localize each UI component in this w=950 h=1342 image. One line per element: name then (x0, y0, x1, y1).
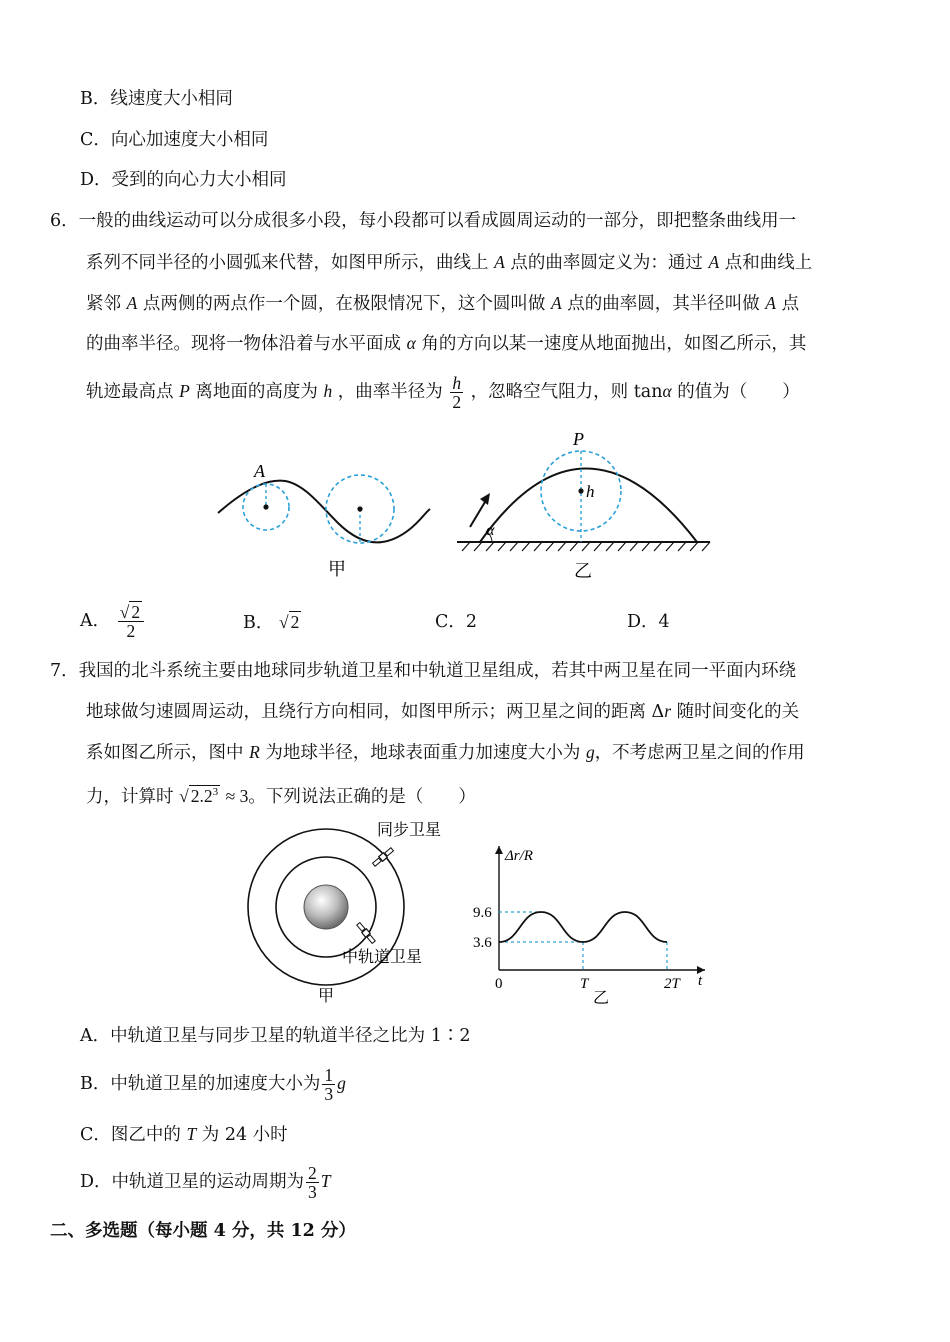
q6-line-2 (86, 250, 812, 275)
q6-text: ，曲率半径为 (337, 382, 443, 402)
x-tick-t: T (580, 976, 589, 992)
q7-text: ，不考虑两卫星之间的作用 (594, 743, 805, 763)
var-t: T (186, 1124, 197, 1144)
x-tick-0: 0 (495, 976, 503, 992)
q6-number: 6． (50, 211, 79, 231)
option-text: 为 24 小时 (201, 1125, 288, 1145)
q7-figure-jia (240, 815, 460, 1010)
fraction-2-3: $\frac{2}{3}$ (308, 1163, 317, 1202)
center-dot (357, 506, 362, 511)
option-letter: A． (80, 611, 111, 631)
q6-option-d: D．4 (627, 612, 670, 632)
figure-jia-label: 甲 (328, 559, 346, 579)
q6-text: 点 (781, 294, 800, 314)
q7-text: 。下列说法正确的是（ ） (248, 786, 476, 807)
q6-var-a: A (550, 293, 562, 313)
q7-text: 地球做匀速圆周运动，且绕行方向相同，如图甲所示；两卫星之间的距离 Δ (86, 702, 665, 722)
q7-text: 我国的北斗系统主要由地球同步轨道卫星和中轨道卫星组成，若其中两卫星在同一平面内环绕 (78, 661, 797, 681)
sync-satellite-label: 同步卫星 (377, 822, 442, 839)
q7-option-a: A．中轨道卫星与同步卫星的轨道半径之比为 1∶2 (80, 1026, 471, 1046)
q6-text-1: 一般的曲线运动可以分成很多小段，每小段都可以看成圆周运动的一部分，即把整条曲线用一 (78, 211, 797, 231)
fraction-1-3: $\frac{1}{3}$ (324, 1065, 334, 1104)
q6-var-p: P (179, 381, 190, 401)
var-t: T (320, 1171, 331, 1191)
q6-text: 系列不同半径的小圆弧来代替，如图甲所示，曲线上 (86, 253, 489, 273)
q6-text: 点和曲线上 (724, 253, 813, 273)
q7-text: 随时间变化的关 (676, 702, 800, 722)
q5-option-c: C．向心加速度大小相同 (80, 130, 269, 150)
q6-text: 点两侧的两点作一个圆，在极限情况下，这个圆叫做 (142, 294, 546, 314)
q5-option-d: D．受到的向心力大小相同 (80, 170, 287, 190)
figure-yi-label: 乙 (574, 561, 592, 581)
curve-path (218, 481, 430, 543)
q7-text: 系如图乙所示，图中 (86, 743, 244, 763)
earth-icon (304, 885, 348, 929)
option-text: B．中轨道卫星的加速度大小为 (80, 1074, 321, 1094)
sqrt-icon: √ 2 (278, 612, 300, 632)
q6-text: 角的方向以某一速度从地面抛出，如图乙所示，其 (421, 334, 807, 354)
q6-var-alpha: α (662, 381, 672, 401)
trajectory-path (480, 469, 697, 543)
section-2-heading: 二、多选题（每小题 4 分，共 12 分） (50, 1221, 356, 1241)
q6-line-5 (86, 368, 800, 415)
y-axis-label: Δr/R (505, 848, 533, 864)
point-a-label: A (254, 461, 265, 481)
q6-var-a: A (126, 293, 138, 313)
h-label: h (586, 482, 595, 501)
sqrt2-over-2: $\frac{√ 2}{2}$ (118, 603, 144, 640)
q6-var-a: A (765, 293, 776, 313)
option-text: D．中轨道卫星的运动周期为 (80, 1172, 305, 1192)
option-text: C．图乙中的 (80, 1125, 181, 1145)
q7-line-4 (86, 780, 476, 809)
q7-figure-yi-chart (465, 840, 715, 1010)
x-tick-2t: 2T (664, 976, 680, 992)
y-tick-9-6: 9.6 (473, 905, 492, 921)
var-g: g (337, 1073, 346, 1093)
mid-satellite-label: 中轨道卫星 (342, 949, 423, 966)
q6-option-c: C．2 (435, 612, 478, 632)
y-tick-3-6: 3.6 (473, 935, 492, 951)
q7-number: 7． (50, 661, 79, 681)
q6-text: 的值为（ ） (677, 382, 800, 402)
q7-line-3 (86, 740, 805, 765)
q7-var-g: g (585, 742, 595, 762)
q6-figure-yi (452, 425, 717, 585)
q6-line-4 (86, 331, 806, 356)
figure-yi-label: 乙 (593, 990, 610, 1007)
q6-text: 离地面的高度为 (195, 382, 318, 402)
delta-r-curve (499, 912, 667, 942)
sqrt-expression: √ $2.2^3$ (179, 785, 219, 806)
q6-line-1 (50, 209, 796, 233)
sqrt-icon: √ 2 (119, 602, 141, 622)
q7-line-2 (86, 699, 799, 724)
figure-jia-label: 甲 (318, 988, 335, 1005)
q6-text: 轨迹最高点 (86, 382, 174, 402)
q6-line-3 (86, 291, 799, 316)
x-axis-label: t (698, 973, 703, 989)
q7-option-c (80, 1122, 288, 1147)
center-dot (263, 504, 268, 509)
q7-var-r-cap: R (249, 742, 260, 762)
q6-text: 的曲率半径。现将一物体沿着与水平面成 (86, 334, 401, 354)
q6-var-alpha: α (406, 333, 416, 353)
point-p-label: P (573, 429, 584, 449)
q7-option-b (80, 1060, 346, 1107)
q7-option-d (80, 1158, 331, 1205)
ground-hatching (462, 542, 710, 551)
q6-text: 点的曲率圆，其半径叫做 (567, 294, 760, 314)
q6-var-h: h (323, 381, 333, 401)
q6-var-a: A (494, 252, 505, 272)
q6-fraction-h-over-2: $\frac{h}{2}$ (452, 373, 462, 412)
q6-text: 紧邻 (86, 294, 121, 314)
q6-figure-jia (210, 455, 440, 585)
approx-value: ≈ 3 (225, 785, 249, 806)
y-axis-arrow-icon (495, 846, 503, 854)
q7-var-r: r (664, 701, 672, 721)
alpha-label: α (486, 522, 495, 539)
q5-option-b: B．线速度大小相同 (80, 89, 233, 109)
q7-text: 力，计算时 (86, 786, 174, 807)
q6-option-b (243, 610, 301, 635)
q7-text: 为地球半径，地球表面重力加速度大小为 (265, 743, 581, 763)
center-dot (578, 488, 583, 493)
option-letter: B． (243, 613, 274, 633)
q6-option-a (80, 598, 146, 644)
q6-text: ，忽略空气阻力，则 tan (470, 382, 663, 402)
q6-text: 点的曲率圆定义为：通过 (510, 253, 703, 273)
q7-line-1 (50, 659, 796, 683)
q6-var-a: A (708, 252, 720, 272)
